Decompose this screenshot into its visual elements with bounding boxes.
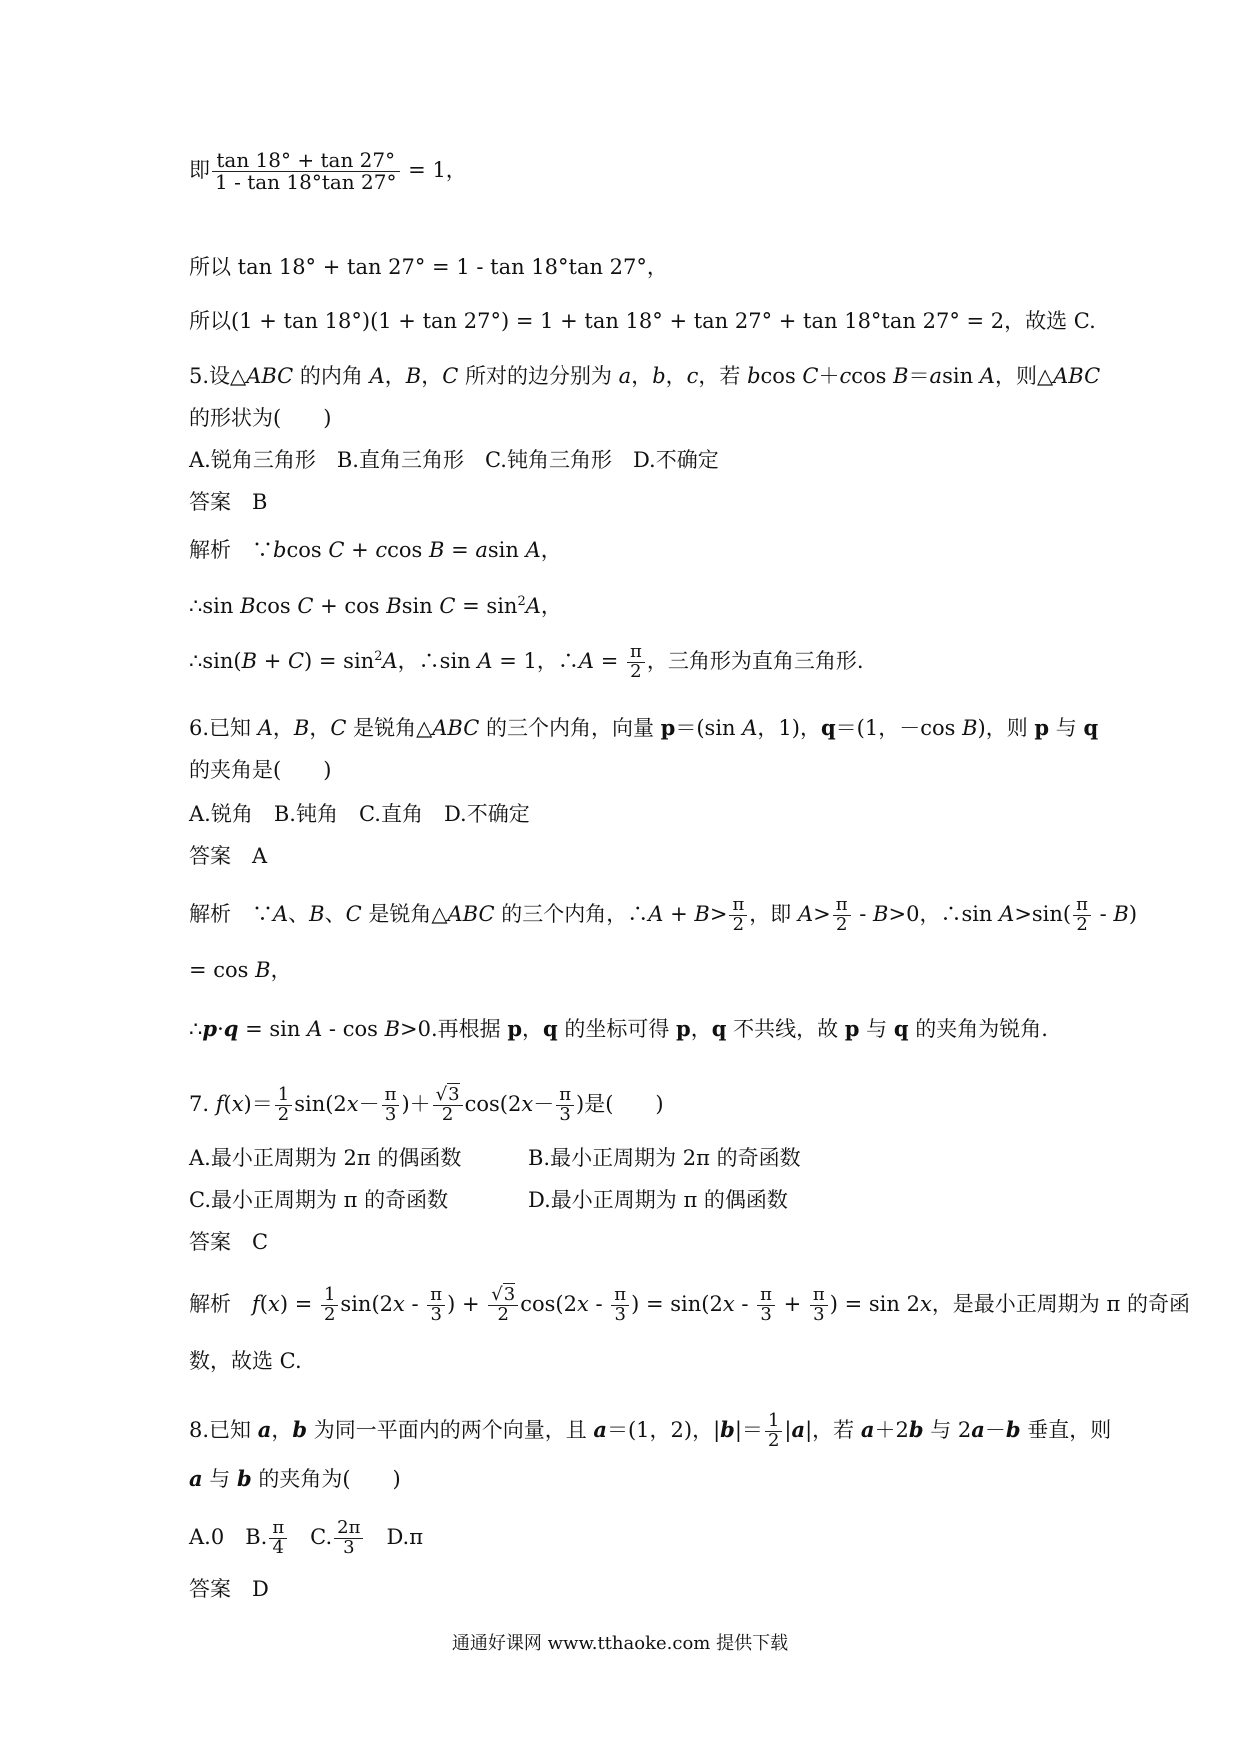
fraction: $\frac{\pi}{2}$	[627, 643, 645, 682]
fraction: $\frac{\pi}{3}$	[556, 1086, 574, 1125]
q7-option-a: A.最小正周期为 2π 的偶函数	[189, 1146, 462, 1170]
q8-stem-2: a 与 b 的夹角为( )	[189, 1466, 401, 1491]
fraction: $\frac{\pi}{2}$	[729, 896, 747, 935]
q8-answer: 答案 D	[189, 1577, 269, 1601]
q5-analysis-2: ∴sin Bcos C + cos Bsin $C = \sin^2A$，	[189, 594, 562, 618]
q5-stem: 5.设△ABC 的内角 A，B，C 所对的边分别为 a，b，c，若 bcos C＋ccos B＝asin A，则△ABC	[189, 364, 1101, 388]
q7-option-c: C.最小正周期为 π 的奇函数	[189, 1188, 449, 1212]
fraction: $\frac{\pi}{2}$	[833, 896, 851, 935]
fraction: $\frac{√3}{2}$	[433, 1086, 463, 1125]
q7-analysis-1: 解析 f(x) = $\frac{1}{2}$ sin(2x - $\frac{\pi}{3}$ ) + $\frac{√3}{2}$ cos(2x - $\frac{\pi}{3}$ ) = sin(2x - $\frac{\pi}{3}$ + $\frac{\pi}{3}$ ) = sin 2x，是最小正周期为 π 的奇函	[189, 1284, 1190, 1325]
fraction: $\frac{1}{2}$	[275, 1086, 292, 1125]
q6-analysis-2: = cos B，	[189, 958, 292, 982]
q5-options: A.锐角三角形 B.直角三角形 C.钝角三角形 D.不确定	[189, 448, 719, 472]
q5-stem-2: 的形状为( )	[189, 406, 332, 430]
q6-analysis-1: 解析 ∵A、B、C 是锐角△ABC 的三个内角，∴A + B> $\frac{\pi}{2}$ ，即 A> $\frac{\pi}{2}$ - B>0，∴sin A>sin( $\frac{\pi}{2}$ - B)	[189, 894, 1138, 935]
q5-answer: 答案 B	[189, 490, 268, 514]
q8-stem: 8.已知 a，b 为同一平面内的两个向量，且 a＝(1，2)，|b|＝ $\frac{1}{2}$ |a|，若 a＋2b 与 2a－b 垂直，则	[189, 1410, 1112, 1451]
q6-stem: 6.已知 A，B，C 是锐角△ABC 的三个内角，向量 p＝(sin A，1)，q＝(1，－cos B)，则 p 与 q	[189, 715, 1099, 740]
fraction: $\frac{\pi}{3}$	[611, 1286, 629, 1325]
fraction: $\frac{\pi}{4}$	[269, 1519, 287, 1558]
page-footer: 通通好课网 www.tthaoke.com 提供下载	[451, 1633, 789, 1654]
q7-analysis-2: 数，故选 C.	[189, 1349, 302, 1373]
eq-line-2: 所以 tan 18° + tan 27° = 1 - tan 18°tan 27°，	[189, 255, 668, 279]
q8-options: A.0 B. $\frac{\pi}{4}$ C. $\frac{2\pi}{3}$ D.π	[189, 1517, 424, 1558]
q6-analysis-3: ∴p·q = sin A - cos B>0.再根据 p，q 的坐标可得 p，q 不共线，故 p 与 q 的夹角为锐角.	[189, 1016, 1048, 1041]
eq-line-1: 即 $\frac{\tan 18^\circ + \tan 27^\circ}{1 - \tan 18^\circ\tan 27^\circ}$ = 1，	[189, 148, 467, 194]
eq-line-3: 所以(1 + tan 18°)(1 + tan 27°) = 1 + tan 18° + tan 27° + tan 18°tan 27° = 2，故选 C.	[189, 309, 1096, 333]
fraction: $\frac{\pi}{3}$	[757, 1286, 775, 1325]
fraction: $\frac{\tan 18^\circ + \tan 27^\circ}{1 - \tan 18^\circ\tan 27^\circ}$	[212, 150, 400, 193]
q6-stem-2: 的夹角是( )	[189, 758, 332, 782]
q5-analysis-1: 解析 ∵bcos C + ccos B = asin A，	[189, 538, 562, 562]
fraction: $\frac{1}{2}$	[765, 1412, 782, 1451]
q7-option-d: D.最小正周期为 π 的偶函数	[528, 1188, 788, 1212]
fraction: $\frac{\pi}{3}$	[382, 1086, 400, 1125]
fraction: $\frac{\pi}{2}$	[1073, 896, 1091, 935]
fraction: $\frac{2\pi}{3}$	[334, 1519, 363, 1558]
fraction: $\frac{\pi}{3}$	[810, 1286, 828, 1325]
q7-option-b: B.最小正周期为 2π 的奇函数	[528, 1146, 801, 1170]
fraction: $\frac{\pi}{3}$	[427, 1286, 445, 1325]
q6-options: A.锐角 B.钝角 C.直角 D.不确定	[189, 802, 530, 826]
q7-stem: 7. f(x)＝ $\frac{1}{2}$ sin(2x－ $\frac{\pi}{3}$ )＋ $\frac{√3}{2}$ cos(2x－ $\frac{\pi}{3}$ )是( )	[189, 1084, 664, 1125]
q5-analysis-3: ∴sin(B + $C) = \sin^2A$，∴sin A = 1，∴A = $\frac{\pi}{2}$ ，三角形为直角三角形.	[189, 641, 864, 682]
fraction: $\frac{√3}{2}$	[488, 1286, 518, 1325]
q7-answer: 答案 C	[189, 1230, 269, 1254]
fraction: $\frac{1}{2}$	[321, 1286, 338, 1325]
q6-answer: 答案 A	[189, 844, 268, 868]
